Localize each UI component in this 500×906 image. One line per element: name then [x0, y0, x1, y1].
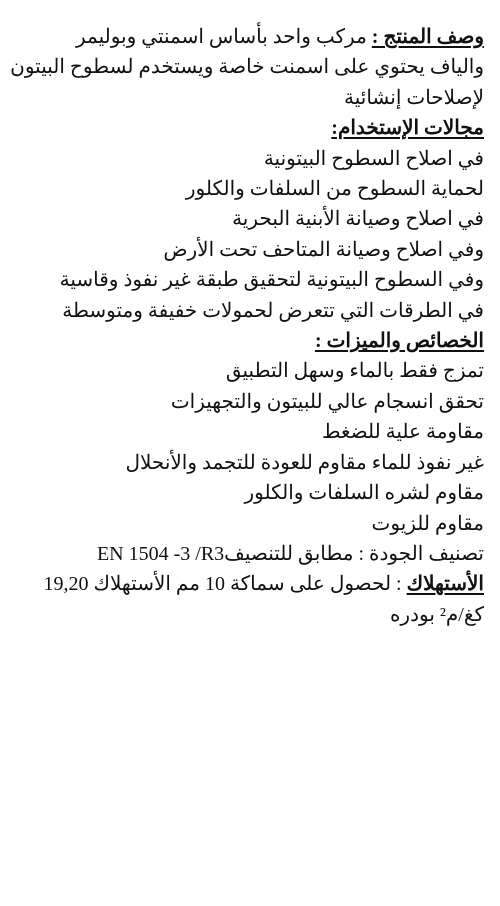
quality-classification [14, 539, 484, 569]
application-item: لحماية السطوح من السلفات والكلور [185, 178, 484, 201]
consumption-heading: الأستهلاك [406, 573, 484, 596]
application-item: في الطرقات التي تتعرض لحمولات خفيفة ومتوسطة [62, 299, 484, 322]
consumption-text: : لحصول على سماكة 10 مم الأستهلاك 19,20 [43, 573, 407, 596]
description-line-2: والياف يحتوي على اسمنت خاصة ويستخدم لسطوح البيتون [10, 56, 484, 79]
description-heading: وصف المنتج : [371, 26, 484, 48]
description-line-1 [14, 22, 484, 52]
consumption-line-1 [14, 569, 484, 599]
consumption-line-2: كغ/م² بودره [389, 603, 484, 626]
feature-item: تحقق انسجام عالي للبيتون والتجهيزات [170, 390, 484, 413]
description-line-3: لإصلاحات إنشائية [344, 86, 484, 109]
application-item: في اصلاح وصيانة الأبنية البحرية [232, 208, 484, 231]
feature-item: مقاومة علية للضغط [321, 421, 484, 444]
application-item: وفي اصلاح وصيانة المتاحف تحت الأرض [163, 238, 484, 261]
feature-item: مقاوم للزيوت [371, 512, 484, 535]
product-datasheet [10, 22, 484, 630]
feature-item: غير نفوذ للماء مقاوم للعودة للتجمد والأنحلال [125, 451, 484, 474]
quality-label: تصنيف الجودة : مطابق للتنصيف [224, 542, 484, 565]
description-text-1: مركب واحد بأساس اسمنتي وبوليمر [75, 26, 372, 48]
applications-heading: مجالات الإستخدام: [331, 117, 484, 140]
feature-item: تمزج فقط بالماء وسهل التطبيق [225, 360, 484, 383]
application-item: في اصلاح السطوح البيتونية [263, 147, 484, 170]
feature-item: مقاوم لشره السلفات والكلور [244, 482, 484, 505]
application-item: وفي السطوح البيتونية لتحقيق طبقة غير نفوذ وقاسية [59, 269, 484, 292]
features-heading: الخصائص والميزات : [314, 330, 484, 353]
quality-standard: EN 1504 -3 /R3 [96, 542, 225, 565]
